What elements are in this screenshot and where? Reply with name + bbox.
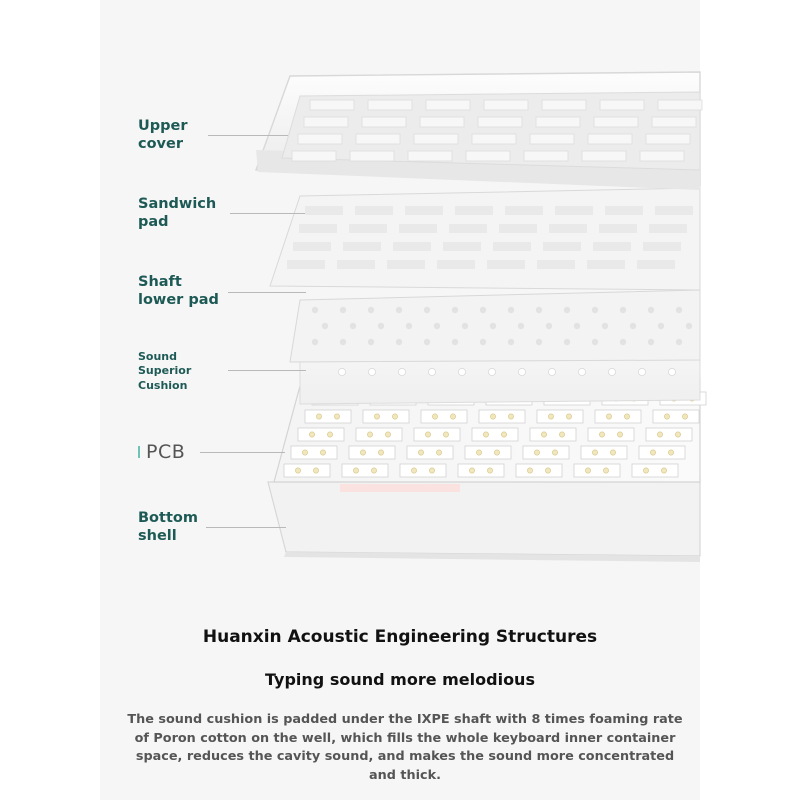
pcb-switch-contact xyxy=(353,468,358,473)
pcb-switch-contact xyxy=(392,414,397,419)
shaft-pad-dot xyxy=(424,307,430,313)
cushion-hole xyxy=(518,368,525,375)
pcb-switch-contact xyxy=(650,450,655,455)
cover-key-opening xyxy=(420,117,464,127)
cover-key-opening xyxy=(310,100,354,110)
upper-cover-layer xyxy=(256,72,702,190)
leader-shaft-lower-pad xyxy=(228,292,306,293)
pcb-switch-socket xyxy=(537,410,583,423)
pcb-switch-contact xyxy=(682,414,687,419)
leader-upper-cover xyxy=(208,135,288,136)
cover-key-opening xyxy=(600,100,644,110)
pcb-switch-contact xyxy=(566,414,571,419)
pcb-switch-socket xyxy=(291,446,337,459)
shaft-pad-dot xyxy=(312,307,318,313)
cushion-hole xyxy=(638,368,645,375)
pcb-switch-socket xyxy=(472,428,518,441)
pcb-switch-contact xyxy=(418,450,423,455)
sandwich-cutout xyxy=(337,260,375,269)
pcb-switch-contact xyxy=(334,414,339,419)
cover-key-opening xyxy=(484,100,528,110)
sandwich-cutout xyxy=(649,224,687,233)
pcb-switch-contact xyxy=(541,432,546,437)
sandwich-cutout xyxy=(305,206,343,215)
pcb-switch-contact xyxy=(367,432,372,437)
pcb-switch-contact xyxy=(371,468,376,473)
shaft-pad-dot xyxy=(648,339,654,345)
shaft-pad-dot xyxy=(648,307,654,313)
shaft-pad-dot xyxy=(536,339,542,345)
label-sandwich-pad-line1: Sandwich xyxy=(138,196,217,212)
cover-key-opening xyxy=(658,100,702,110)
shaft-pad-dot xyxy=(434,323,440,329)
label-sound-cushion xyxy=(138,350,191,393)
pcb-switch-socket xyxy=(356,428,402,441)
sandwich-cutout xyxy=(387,260,425,269)
sandwich-cutout xyxy=(287,260,325,269)
cover-key-opening xyxy=(362,117,406,127)
shaft-pad-dot xyxy=(368,307,374,313)
page-title: Huanxin Acoustic Engineering Structures xyxy=(202,627,598,647)
sandwich-cutout xyxy=(599,224,637,233)
sandwich-cutout xyxy=(487,260,525,269)
pcb-switch-contact xyxy=(309,432,314,437)
pcb-switch-socket xyxy=(421,410,467,423)
pcb-switch-contact xyxy=(385,432,390,437)
cover-key-opening xyxy=(414,134,458,144)
pcb-switch-socket xyxy=(305,410,351,423)
shaft-pad-dot xyxy=(340,307,346,313)
shaft-pad-dot xyxy=(368,339,374,345)
cushion-hole xyxy=(368,368,375,375)
pcb-switch-socket xyxy=(595,410,641,423)
pcb-switch-socket xyxy=(363,410,409,423)
shaft-pad-dot xyxy=(620,339,626,345)
pcb-switch-contact xyxy=(378,450,383,455)
sandwich-cutout xyxy=(293,242,331,251)
label-bottom-shell-line2: shell xyxy=(138,528,177,545)
pcb-switch-contact xyxy=(411,468,416,473)
pcb-switch-contact xyxy=(559,432,564,437)
shaft-pad-dot xyxy=(508,307,514,313)
pcb-switch-socket xyxy=(639,446,685,459)
pcb-switch-contact xyxy=(483,432,488,437)
pcb-switch-contact xyxy=(302,450,307,455)
pcb-switch-socket xyxy=(516,464,562,477)
pcb-switch-socket xyxy=(574,464,620,477)
sandwich-cutout xyxy=(499,224,537,233)
cover-key-opening xyxy=(646,134,690,144)
cover-key-opening xyxy=(478,117,522,127)
pcb-switch-contact xyxy=(661,468,666,473)
pcb-switch-contact xyxy=(664,414,669,419)
pcb-switch-contact xyxy=(675,432,680,437)
shaft-pad-dot xyxy=(676,339,682,345)
cushion-hole xyxy=(458,368,465,375)
shaft-pad-dot xyxy=(546,323,552,329)
label-shaft-lower-pad xyxy=(138,273,219,309)
pcb-switch-contact xyxy=(624,414,629,419)
pcb-switch-socket xyxy=(284,464,330,477)
pcb-switch-contact xyxy=(436,450,441,455)
sandwich-cutout xyxy=(637,260,675,269)
cushion-hole xyxy=(578,368,585,375)
pcb-switch-contact xyxy=(668,450,673,455)
sandwich-cutout xyxy=(449,224,487,233)
shaft-pad-dot xyxy=(452,339,458,345)
pcb-switch-contact xyxy=(313,468,318,473)
shaft-pad-dot xyxy=(406,323,412,329)
label-upper-cover xyxy=(138,117,188,153)
cover-key-opening xyxy=(292,151,336,161)
pcb-switch-socket xyxy=(342,464,388,477)
sandwich-cutout xyxy=(443,242,481,251)
pcb-switch-contact xyxy=(545,468,550,473)
shaft-pad-dot xyxy=(490,323,496,329)
label-upper-cover-line2: cover xyxy=(138,136,183,153)
shaft-pad-dot xyxy=(620,307,626,313)
pcb-switch-contact xyxy=(548,414,553,419)
shaft-pad-dot xyxy=(452,307,458,313)
label-sandwich-pad xyxy=(138,195,216,231)
pcb-switch-socket xyxy=(458,464,504,477)
shaft-pad-dot xyxy=(536,307,542,313)
pcb-switch-contact xyxy=(527,468,532,473)
sandwich-cutout xyxy=(343,242,381,251)
pcb-accent-bar xyxy=(138,446,140,458)
shaft-pad-dot xyxy=(592,339,598,345)
pcb-switch-contact xyxy=(657,432,662,437)
label-shaft-lower-pad-line1: Shaft xyxy=(138,274,182,290)
pcb-switch-contact xyxy=(327,432,332,437)
pcb-switch-contact xyxy=(603,468,608,473)
pcb-switch-socket xyxy=(632,464,678,477)
pcb-switch-socket xyxy=(653,410,699,423)
label-sandwich-pad-line2: pad xyxy=(138,214,169,231)
sandwich-cutout xyxy=(643,242,681,251)
cover-key-opening xyxy=(426,100,470,110)
shaft-pad-dot xyxy=(592,307,598,313)
cover-key-opening xyxy=(530,134,574,144)
pcb-switch-socket xyxy=(349,446,395,459)
shaft-pad-dot xyxy=(462,323,468,329)
pcb-switch-contact xyxy=(610,450,615,455)
cover-key-opening xyxy=(524,151,568,161)
label-sound-cushion-line2: Superior xyxy=(138,364,192,378)
cover-key-opening xyxy=(408,151,452,161)
shaft-pad-dot xyxy=(574,323,580,329)
cushion-hole xyxy=(488,368,495,375)
pcb-switch-contact xyxy=(508,414,513,419)
sandwich-cutout xyxy=(299,224,337,233)
sandwich-cutout xyxy=(355,206,393,215)
shaft-pad-dot xyxy=(312,339,318,345)
pcb-switch-contact xyxy=(316,414,321,419)
shaft-lower-pad-layer xyxy=(290,290,700,362)
pcb-switch-contact xyxy=(320,450,325,455)
pcb-switch-socket xyxy=(530,428,576,441)
pcb-switch-contact xyxy=(494,450,499,455)
cover-key-opening xyxy=(298,134,342,144)
sandwich-cutout xyxy=(605,206,643,215)
pcb-switch-contact xyxy=(585,468,590,473)
shaft-pad-dot xyxy=(396,339,402,345)
label-sound-cushion-line1: Sound xyxy=(138,350,178,363)
shaft-pad-dot xyxy=(480,339,486,345)
shaft-pad-dot xyxy=(518,323,524,329)
pcb-switch-contact xyxy=(374,414,379,419)
pcb-switch-socket xyxy=(581,446,627,459)
leader-sandwich-pad xyxy=(230,213,305,214)
cushion-hole xyxy=(338,368,345,375)
cover-key-opening xyxy=(594,117,638,127)
pcb-switch-contact xyxy=(469,468,474,473)
pcb-switch-contact xyxy=(295,468,300,473)
pcb-switch-socket xyxy=(479,410,525,423)
shaft-pad-dot xyxy=(396,307,402,313)
cover-key-opening xyxy=(466,151,510,161)
bottom-shell-layer xyxy=(268,476,700,562)
pcb-switch-contact xyxy=(490,414,495,419)
sandwich-cutout xyxy=(399,224,437,233)
shaft-pad-dot xyxy=(340,339,346,345)
label-bottom-shell-line1: Bottom xyxy=(138,510,198,526)
sandwich-cutout xyxy=(543,242,581,251)
shaft-pad-dot xyxy=(480,307,486,313)
pcb-switch-contact xyxy=(617,432,622,437)
pcb-switch-contact xyxy=(599,432,604,437)
label-bottom-shell xyxy=(138,509,198,545)
leader-bottom-shell xyxy=(206,527,286,528)
shaft-pad-dot xyxy=(564,307,570,313)
cover-key-opening xyxy=(640,151,684,161)
sandwich-cutout xyxy=(493,242,531,251)
cover-key-opening xyxy=(542,100,586,110)
cover-key-opening xyxy=(350,151,394,161)
shaft-pad-dot xyxy=(424,339,430,345)
label-shaft-lower-pad-line2: lower pad xyxy=(138,292,219,309)
cover-key-opening xyxy=(304,117,348,127)
cover-key-opening xyxy=(356,134,400,144)
cushion-hole xyxy=(608,368,615,375)
pcb-switch-contact xyxy=(606,414,611,419)
pcb-switch-contact xyxy=(534,450,539,455)
pcb-switch-socket xyxy=(414,428,460,441)
sandwich-cutout xyxy=(437,260,475,269)
label-sound-cushion-line3: Cushion xyxy=(138,378,188,392)
pcb-switch-contact xyxy=(592,450,597,455)
cover-key-opening xyxy=(536,117,580,127)
cushion-hole xyxy=(428,368,435,375)
pcb-switch-contact xyxy=(552,450,557,455)
sandwich-cutout xyxy=(505,206,543,215)
cover-key-opening xyxy=(368,100,412,110)
shaft-pad-dot xyxy=(676,307,682,313)
sandwich-cutout xyxy=(587,260,625,269)
sandwich-cutout xyxy=(549,224,587,233)
shaft-pad-dot xyxy=(658,323,664,329)
cover-key-opening xyxy=(652,117,696,127)
pcb-switch-contact xyxy=(487,468,492,473)
pcb-switch-contact xyxy=(443,432,448,437)
pcb-switch-contact xyxy=(501,432,506,437)
shaft-pad-dot xyxy=(350,323,356,329)
cushion-hole xyxy=(668,368,675,375)
pcb-switch-contact xyxy=(432,414,437,419)
description-text: The sound cushion is padded under the IXPE shaft with 8 times foaming rate of Poron cotton on the well, which fills the whole keyboard inner container space, reduces the cavity sound, and makes the sound more concentrated and thick. xyxy=(127,712,683,783)
sandwich-pad-layer xyxy=(270,188,700,290)
cover-key-opening xyxy=(588,134,632,144)
pcb-switch-contact xyxy=(429,468,434,473)
cover-key-opening xyxy=(582,151,626,161)
pcb-switch-socket xyxy=(407,446,453,459)
shaft-pad-dot xyxy=(630,323,636,329)
pcb-switch-socket xyxy=(465,446,511,459)
label-pcb xyxy=(138,441,185,463)
shaft-pad-dot xyxy=(378,323,384,329)
pcb-switch-socket xyxy=(646,428,692,441)
sandwich-cutout xyxy=(655,206,693,215)
sandwich-cutout xyxy=(455,206,493,215)
shaft-pad-dot xyxy=(686,323,692,329)
sandwich-cutout xyxy=(405,206,443,215)
sandwich-cutout xyxy=(393,242,431,251)
page-subtitle: Typing sound more melodious xyxy=(265,670,535,689)
label-pcb-text: PCB xyxy=(146,441,186,463)
cushion-hole xyxy=(398,368,405,375)
pcb-switch-contact xyxy=(450,414,455,419)
cushion-hole xyxy=(548,368,555,375)
pcb-switch-contact xyxy=(360,450,365,455)
leader-sound-cushion xyxy=(228,370,306,371)
pcb-switch-socket xyxy=(523,446,569,459)
cover-key-opening xyxy=(472,134,516,144)
sandwich-cutout xyxy=(555,206,593,215)
pcb-switch-socket xyxy=(298,428,344,441)
leader-pcb xyxy=(200,452,285,453)
pcb-switch-contact xyxy=(476,450,481,455)
sandwich-cutout xyxy=(593,242,631,251)
shaft-pad-dot xyxy=(508,339,514,345)
sandwich-cutout xyxy=(537,260,575,269)
pcb-switch-socket xyxy=(588,428,634,441)
pcb-switch-contact xyxy=(643,468,648,473)
sandwich-cutout xyxy=(349,224,387,233)
label-upper-cover-line1: Upper xyxy=(138,118,188,134)
pcb-switch-socket xyxy=(400,464,446,477)
shaft-pad-dot xyxy=(564,339,570,345)
shaft-pad-dot xyxy=(602,323,608,329)
pcb-switch-contact xyxy=(425,432,430,437)
shaft-pad-dot xyxy=(322,323,328,329)
